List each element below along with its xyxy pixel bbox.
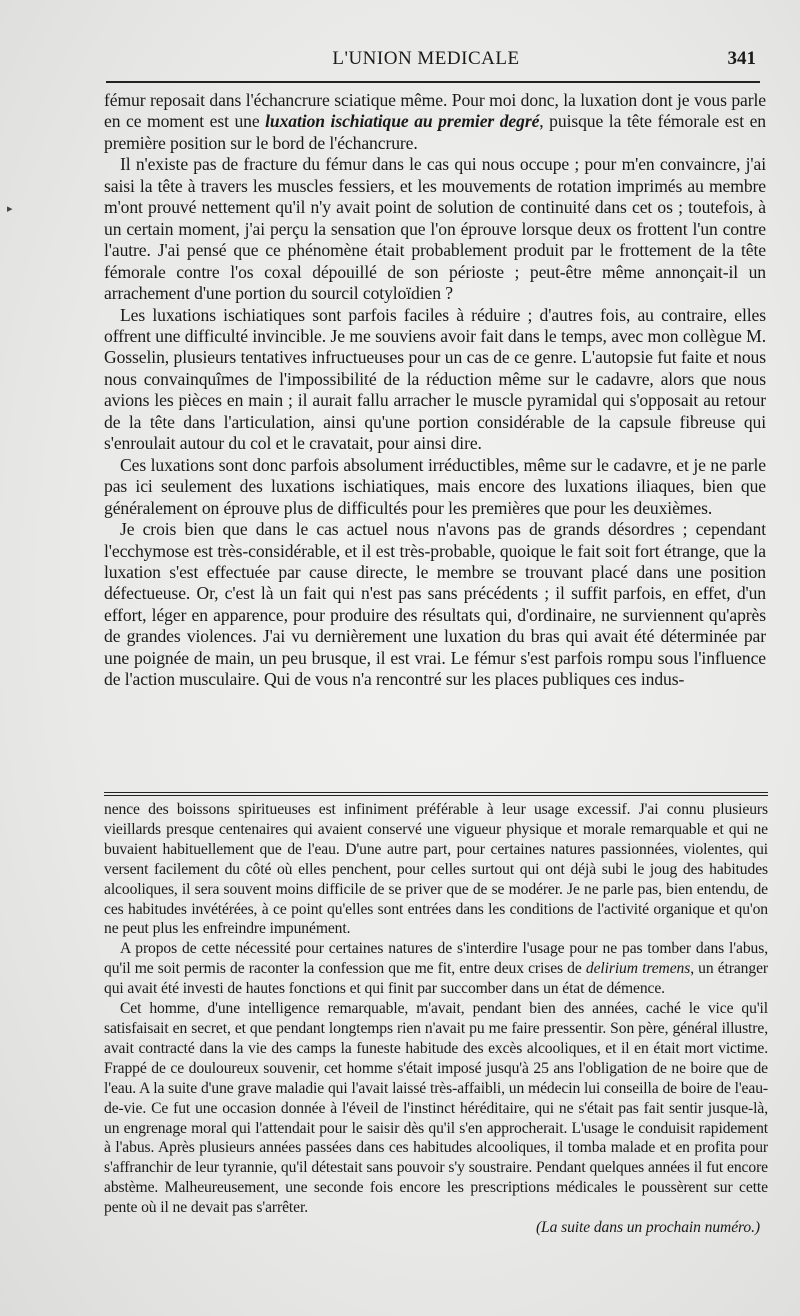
journal-title: L'UNION MEDICALE [332, 48, 520, 69]
text-run: , puisque la tête fémorale est en première position sur le bord de l'échancrure. [104, 111, 766, 153]
text-run: A propos de cette nécessité pour certaines natures de s'interdire l'usage pour ne pas tomber dans l'abus, qu'il me soit permis de raconter la confession que me fit, entre deux crises de [104, 940, 768, 978]
emphasis-text: delirium tremens [585, 960, 691, 978]
text-run: , un étranger qui avait été investi de hautes fonctions et qui finit par succomber dans un état de démence. [104, 960, 768, 998]
footnote-separator-rule [104, 792, 768, 796]
page-number: 341 [727, 48, 756, 69]
footnote-paragraph [104, 999, 768, 1218]
text-run: Il n'existe pas de fracture du fémur dans le cas qui nous occupe ; pour m'en convaincre, j'ai saisi la tête à travers les muscles fessiers, et les mouvements de rotation imprimés au membre m'ont prouvé nettement qu'il n'y avait point de solution de continuité dans cet os ; toutefois, à un certain moment, j'ai perçu la sensation que l'on éprouve lorsque deux os frottent l'un contre l'autre. J'ai pensé que ce phénomène était probablement produit par le frottement de la tête fémorale contre l'os coxal dépouillé de son périoste ; peut-être même annonçait-il un arrachement d'une portion du sourcil cotyloïdien ? [104, 154, 766, 304]
main-paragraph [104, 154, 766, 304]
text-run: Je crois bien que dans le cas actuel nous n'avons pas de grands désordres ; cependant l'ecchymose est très-considérable, et il est très-probable, quoique le fait soit fort étrange, que la luxation s'est effectuée par cause directe, le membre se trouvant placé dans une position défectueuse. Or, c'est là un fait qui n'est pas sans précédents ; il suffit parfois, en effet, d'un effort, léger en apparence, pour produire des résultats qui, d'ordinaire, ne surviennent qu'après de grandes violences. J'ai vu dernièrement une luxation du bras qui avait été déterminée par une poignée de main, un peu brusque, il est vrai. Le fémur s'est parfois rompu sous l'influence de l'action musculaire. Qui de vous n'a rencontré sur les places publiques ces indus- [104, 519, 766, 690]
main-paragraph [104, 455, 766, 519]
footnote-text [104, 800, 768, 1238]
main-article-text [104, 90, 766, 691]
main-paragraph [104, 519, 766, 691]
text-run: fémur reposait dans l'échancrure sciatique même. Pour moi donc, la luxation dont je vous parle en ce moment est une [104, 90, 766, 132]
footnote-paragraph [104, 939, 768, 999]
text-run: nence des boissons spiritueuses est infiniment préférable à leur usage excessif. J'ai connu plusieurs vieillards presque centenaires qui avaient conservé une vigueur physique et morale remarquable et qui ne buvaient habituellement que de l'eau. D'une autre part, pour certaines natures passionnées, violentes, qui versent facilement du côté où elles penchent, pour celles surtout qui ont déjà subi le joug des habitudes alcooliques, il sera souvent moins difficile de se priver que de se modérer. Je ne parle pas, bien entendu, de ces habitudes invétérées, à ce point qu'elles sont entrées dans les conditions de l'activité organique et qu'on ne peut plus les enfreindre impunément. [104, 801, 768, 938]
header-rule [106, 81, 760, 83]
text-run: Les luxations ischiatiques sont parfois faciles à réduire ; d'autres fois, au contraire, elles offrent une difficulté invincible. Je me souviens avoir fait dans le temps, avec mon collègue M. Gosselin, plusieurs tentatives infructueuses pour un cas de ce genre. L'autopsie fut faite et nous nous convainquîmes de l'impossibilité de la réduction même sur le cadavre, alors que nous avions les pièces en main ; il aurait fallu arracher le muscle pyramidal qui s'opposait au retour de la tête dans l'articulation, ainsi qu'une portion considérable de la capsule fibreuse qui s'enroulait autour du col et le cravatait, pour ainsi dire. [104, 304, 766, 454]
main-paragraph [104, 305, 766, 455]
footnote-paragraph [104, 800, 768, 939]
text-run: Ces luxations sont donc parfois absolument irréductibles, même sur le cadavre, et je ne parle pas ici seulement des luxations ischiatiques, mais encore des luxations iliaques, bien que généralement on éprouve plus de difficultés pour les premières que pour les deuxièmes. [104, 454, 766, 518]
continuation-notice: (La suite dans un prochain numéro.) [535, 1219, 760, 1237]
main-paragraph [104, 90, 766, 154]
margin-mark: ▸ [7, 203, 13, 215]
running-header [106, 44, 766, 74]
emphasis-text: luxation ischiatique au premier degré [265, 111, 540, 132]
text-run: Cet homme, d'une intelligence remarquable, m'avait, pendant bien des années, caché le vice qu'il satisfaisait en secret, et que pendant longtemps rien n'avait pu me faire pressentir. Son père, général illustre, avait contracté dans la vie des camps la funeste habitude des excès alcooliques, et il en était mort victime. Frappé de ce douloureux souvenir, cet homme s'était imposé jusqu'à 25 ans l'obligation de ne boire que de l'eau. A la suite d'une grave maladie qui l'avait laissé très-affaibli, un médecin lui conseilla de boire de l'eau-de-vie. Ce fut une occasion donnée à l'éveil de l'instinct héréditaire, qui ne s'était pas fait sentir jusque-là, un engrenage moral qui l'attendait pour le saisir dès qu'il s'en approcherait. L'usage le conduisit rapidement à l'abus. Après plusieurs années passées dans ces habitudes alcooliques, il tomba malade et en profita pour s'affranchir de leur tyrannie, qu'il détestait sans pouvoir s'y soustraire. Pendant quelques années il fut encore abstème. Malheureusement, une seconde fois encore les prescriptions médicales le poussèrent sur cette pente où il ne devait pas s'arrêter. [104, 1000, 768, 1217]
